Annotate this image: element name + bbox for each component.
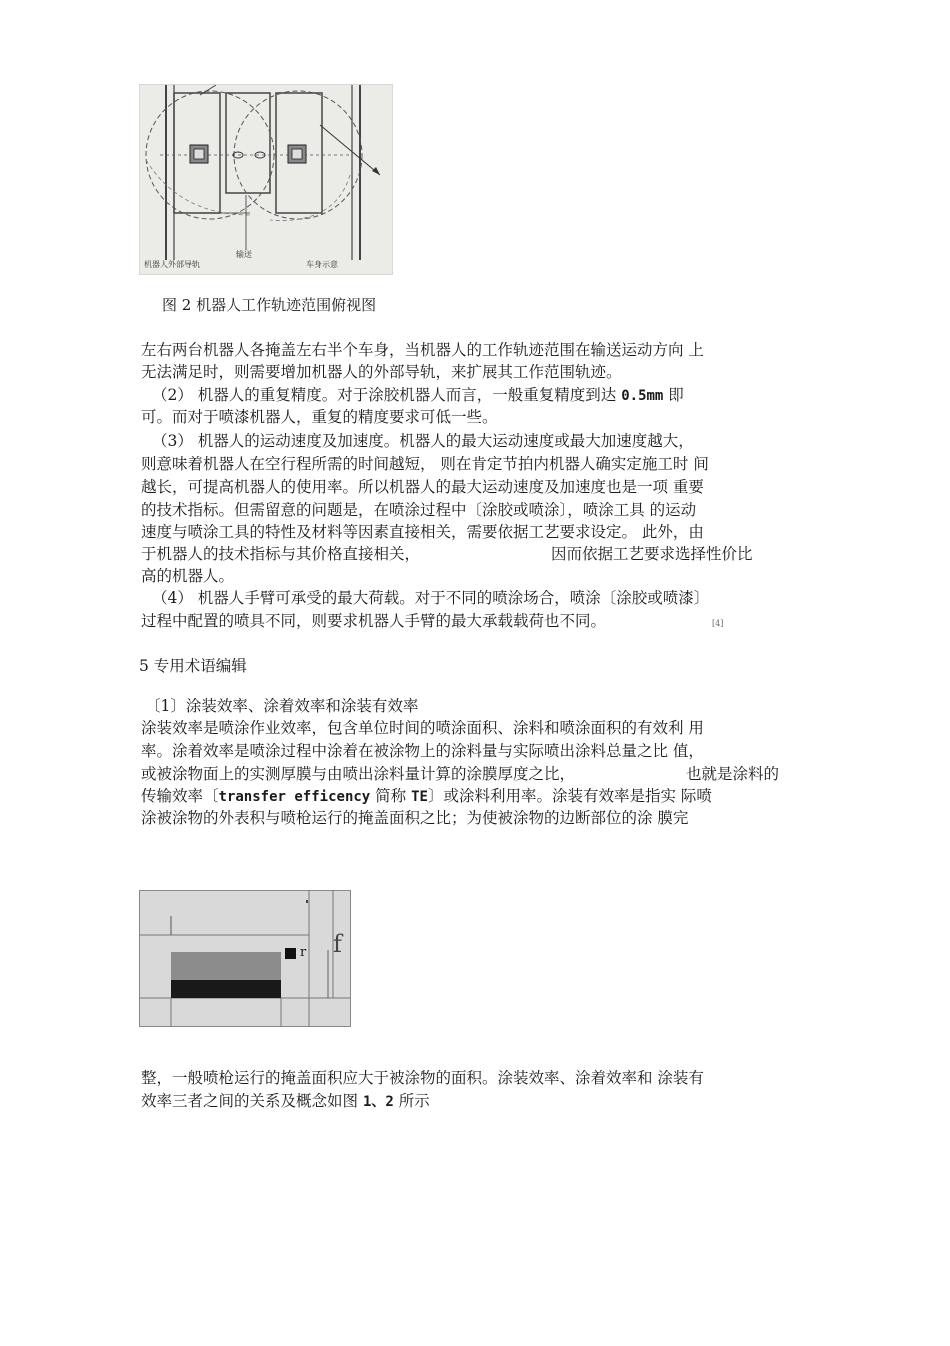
- closing-line2-nums: 1、2: [362, 1094, 394, 1110]
- closing-line2-pre: 效率三者之间的关系及概念如图: [141, 1092, 363, 1110]
- photo-label-conveyor: 输送: [236, 250, 252, 259]
- para3-line7: 高的机器人。: [141, 567, 235, 585]
- efficiency-diagram: [139, 890, 351, 1027]
- para3-line5: 速度与喷涂工具的特性及材料等因素直接相关，需要依据工艺要求设定。 此外，由: [141, 523, 704, 541]
- para1-line2: 无法满足时，则需要增加机器人的外部导轨，来扩展其工作范围轨迹。: [141, 363, 622, 381]
- figure-caption: 图 2 机器人工作轨迹范围俯视图: [162, 296, 377, 314]
- para3-line3: 越长，可提高机器人的使用率。所以机器人的最大运动速度及加速度也是一项 重要: [141, 478, 704, 496]
- sec5-line3b: 也就是涂料的: [686, 765, 780, 783]
- photo-label-rail: 机器人外部导轨: [144, 260, 200, 269]
- para3-line4: 的技术指标。但需留意的问题是，在喷涂过程中〔涂胶或喷涂〕，喷涂工具 的运动: [141, 501, 697, 519]
- para4-line1: （4） 机器人手臂可承受的最大荷载。对于不同的喷涂场合，喷涂〔涂胶或喷漆〕: [152, 589, 710, 607]
- sec5-line1: 涂装效率是喷涂作业效率，包含单位时间的喷涂面积、涂料和喷涂面积的有效利 用: [141, 719, 704, 737]
- closing-line2: [141, 1090, 430, 1113]
- sec5-line4: [141, 785, 712, 808]
- sec5-line3a: 或被涂物面上的实测厚膜与由喷出涂料量计算的涂膜厚度之比，: [141, 765, 576, 783]
- efficiency-figure: [139, 890, 351, 1027]
- sec5-line5: 涂被涂物的外表积与喷枪运行的掩盖面积之比；为使被涂物的边断部位的涂 膜完: [141, 809, 689, 827]
- sec5-line4-pre: 传输效率〔: [141, 787, 219, 805]
- photo-label-body: 车身示意: [306, 260, 338, 269]
- para3-line6a: 于机器人的技术指标与其价格直接相关，: [141, 545, 421, 563]
- para1-line1: 左右两台机器人各掩盖左右半个车身，当机器人的工作轨迹范围在输送运动方向 上: [141, 341, 704, 359]
- para3-line2: 则意味着机器人在空行程所需的时间越短， 则在肯定节拍内机器人确实定施工时 间: [141, 455, 709, 473]
- figure-label-f: f: [333, 930, 342, 958]
- closing-line1: 整，一般喷枪运行的掩盖面积应大于被涂物的面积。涂装效率、涂着效率和 涂装有: [141, 1069, 704, 1087]
- precision-value: 0.5mm: [621, 388, 664, 404]
- para2-line2: 可。而对于喷漆机器人，重复的精度要求可低一些。: [141, 408, 498, 426]
- para4-line2: 过程中配置的喷具不同，则要求机器人手臂的最大承载载荷也不同。: [141, 612, 607, 630]
- para2-line1: [152, 384, 684, 407]
- subsection-title: 〔1〕涂装效率、涂着效率和涂装有效率: [145, 697, 419, 715]
- para3-line1: （3） 机器人的运动速度及加速度。机器人的最大运动速度或最大加速度越大，: [152, 432, 694, 450]
- citation: [4]: [712, 619, 724, 628]
- closing-line2-post: 所示: [393, 1092, 430, 1110]
- section-title: 5 专用术语编辑: [139, 657, 247, 675]
- para3-line6b: 因而依据工艺要求选择性价比: [551, 545, 753, 563]
- sec5-line4-mid: 简称: [370, 787, 412, 805]
- sec5-line4-te: TE: [411, 789, 428, 805]
- figure-label-r: r: [300, 945, 307, 960]
- para2-line1-text: （2） 机器人的重复精度。对于涂胶机器人而言，一般重复精度到达: [152, 386, 622, 404]
- robot-trajectory-photo: [139, 84, 393, 275]
- sec5-line4-code: transfer efficency: [218, 789, 371, 805]
- sec5-line2: 率。涂着效率是喷涂过程中涂着在被涂物上的涂料量与实际喷出涂料总量之比 值，: [141, 742, 704, 760]
- sec5-line4-post: 〕或涂料利用率。涂装有效率是指实 际喷: [427, 787, 712, 805]
- trajectory-diagram: [140, 85, 393, 275]
- para2-line1-tail: 即: [663, 386, 684, 404]
